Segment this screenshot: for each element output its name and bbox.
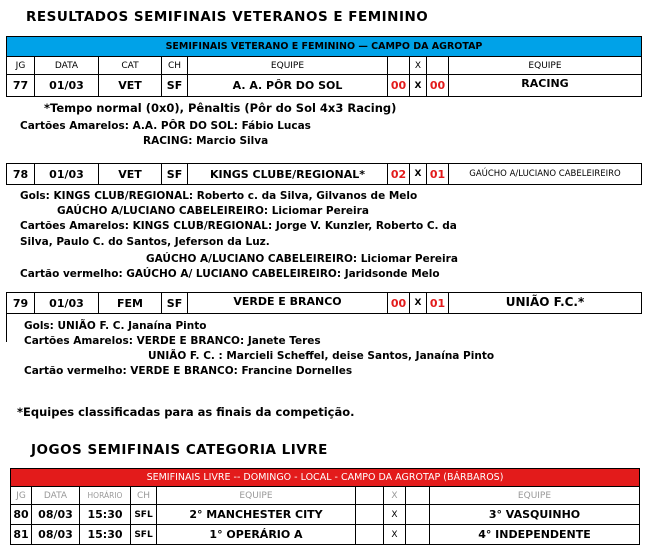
game-jg: 78 xyxy=(6,163,35,185)
game77-yellow-cards: Cartões Amarelos: A.A. PÔR DO SOL: Fábio Lucas xyxy=(20,120,311,132)
col-ch: CH xyxy=(131,487,157,505)
col-cat: CAT xyxy=(99,57,162,75)
game-date: 08/03 xyxy=(32,505,80,525)
game-jg: 79 xyxy=(6,292,35,314)
score-b: 01 xyxy=(427,163,449,185)
col-horario: HORÁRIO xyxy=(80,487,131,505)
game-date: 01/03 xyxy=(35,292,99,314)
score-a: 02 xyxy=(388,163,410,185)
game78-yellow-cards-cont: Silva, Paulo C. do Santos, Jeferson da Luz. xyxy=(20,236,270,248)
col-team-a: EQUIPE xyxy=(188,57,388,75)
score-b-blank xyxy=(406,525,430,545)
game-date: 08/03 xyxy=(32,525,80,545)
vs-x: X xyxy=(410,163,427,185)
col-x: X xyxy=(384,487,406,505)
game-time: 15:30 xyxy=(80,525,131,545)
game-time: 15:30 xyxy=(80,505,131,525)
vs-x: X xyxy=(410,292,427,314)
team-b: 4° INDEPENDENTE xyxy=(430,525,640,545)
game-ch: SFL xyxy=(131,525,157,545)
score-b-blank xyxy=(406,505,430,525)
vs-x: X xyxy=(410,75,427,97)
team-a: 1° OPERÁRIO A xyxy=(157,525,356,545)
game78-yellow-cards-gaucho: GAÚCHO A/LUCIANO CABELEIREIRO: Liciomar Pereira xyxy=(146,253,458,265)
score-a-blank xyxy=(356,525,384,545)
game-cat: VET xyxy=(99,75,162,97)
game-cat: VET xyxy=(99,163,162,185)
game78-red-card: Cartão vermelho: GAÚCHO A/ LUCIANO CABELEIREIRO: Jaridsonde Melo xyxy=(20,268,440,280)
game-ch: SF xyxy=(162,292,188,314)
page-title: RESULTADOS SEMIFINAIS VETERANOS E FEMININO xyxy=(26,9,429,25)
vet-table-header: SEMIFINAIS VETERANO E FEMININO — CAMPO DA AGROTAP xyxy=(6,36,642,57)
game78-goals-gaucho: GAÚCHO A/LUCIANO CABELEIREIRO: Liciomar Pereira xyxy=(57,205,369,217)
team-b: UNIÃO F.C.* xyxy=(449,292,642,314)
col-ch: CH xyxy=(162,57,188,75)
team-a: KINGS CLUBE/REGIONAL* xyxy=(188,163,388,185)
col-team-a: EQUIPE xyxy=(157,487,356,505)
col-team-b: EQUIPE xyxy=(449,57,642,75)
team-a: A. A. PÔR DO SOL xyxy=(188,75,388,97)
game-cat: FEM xyxy=(99,292,162,314)
team-b: GAÚCHO A/LUCIANO CABELEIREIRO xyxy=(449,163,642,185)
game77-yellow-cards-racing: RACING: Marcio Silva xyxy=(143,135,269,147)
game-jg: 80 xyxy=(10,505,32,525)
game77-penalties-note: *Tempo normal (0x0), Pênaltis (Pôr do Sol 4x3 Racing) xyxy=(44,101,397,115)
vs-x: X xyxy=(384,525,406,545)
game78-yellow-cards: Cartões Amarelos: KINGS CLUB/REGIONAL: Jorge V. Kunzler, Roberto C. da xyxy=(20,220,457,232)
col-jg: JG xyxy=(6,57,35,75)
col-jg: JG xyxy=(10,487,32,505)
game78-goals: Gols: KINGS CLUB/REGIONAL: Roberto c. da Silva, Gilvanos de Melo xyxy=(20,190,418,202)
score-a: 00 xyxy=(388,75,410,97)
game-jg: 81 xyxy=(10,525,32,545)
team-b: 3° VASQUINHO xyxy=(430,505,640,525)
col-blank-a xyxy=(356,487,384,505)
game-date: 01/03 xyxy=(35,163,99,185)
score-b: 00 xyxy=(427,75,449,97)
team-a: VERDE E BRANCO xyxy=(188,292,388,314)
game79-yellow-cards-uniao: UNIÃO F. C. : Marcieli Scheffel, deise Santos, Janaína Pinto xyxy=(148,350,495,362)
livre-table-header: SEMIFINAIS LIVRE -- DOMINGO - LOCAL - CAMPO DA AGROTAP (BÁRBAROS) xyxy=(10,468,640,487)
game79-red-card: Cartão vermelho: VERDE E BRANCO: Francine Dornelles xyxy=(24,365,353,377)
game-ch: SFL xyxy=(131,505,157,525)
game-jg: 77 xyxy=(6,75,35,97)
team-a: 2° MANCHESTER CITY xyxy=(157,505,356,525)
col-x: X xyxy=(410,57,427,75)
col-data: DATA xyxy=(32,487,80,505)
game79-yellow-cards: Cartões Amarelos: VERDE E BRANCO: Janete Teres xyxy=(24,335,321,347)
col-data: DATA xyxy=(35,57,99,75)
score-a: 00 xyxy=(388,292,410,314)
game-date: 01/03 xyxy=(35,75,99,97)
team-b: RACING xyxy=(449,75,642,97)
col-team-b: EQUIPE xyxy=(430,487,640,505)
game-ch: SF xyxy=(162,163,188,185)
score-b: 01 xyxy=(427,292,449,314)
livre-section-title: JOGOS SEMIFINAIS CATEGORIA LIVRE xyxy=(31,442,328,458)
classified-footnote: *Equipes classificadas para as finais da competição. xyxy=(17,405,355,419)
divider xyxy=(6,314,7,342)
score-a-blank xyxy=(356,505,384,525)
game-ch: SF xyxy=(162,75,188,97)
game79-goals: Gols: UNIÃO F. C. Janaína Pinto xyxy=(24,320,207,332)
col-score-b-blank xyxy=(427,57,449,75)
col-blank-b xyxy=(406,487,430,505)
col-score-a-blank xyxy=(388,57,410,75)
vs-x: X xyxy=(384,505,406,525)
